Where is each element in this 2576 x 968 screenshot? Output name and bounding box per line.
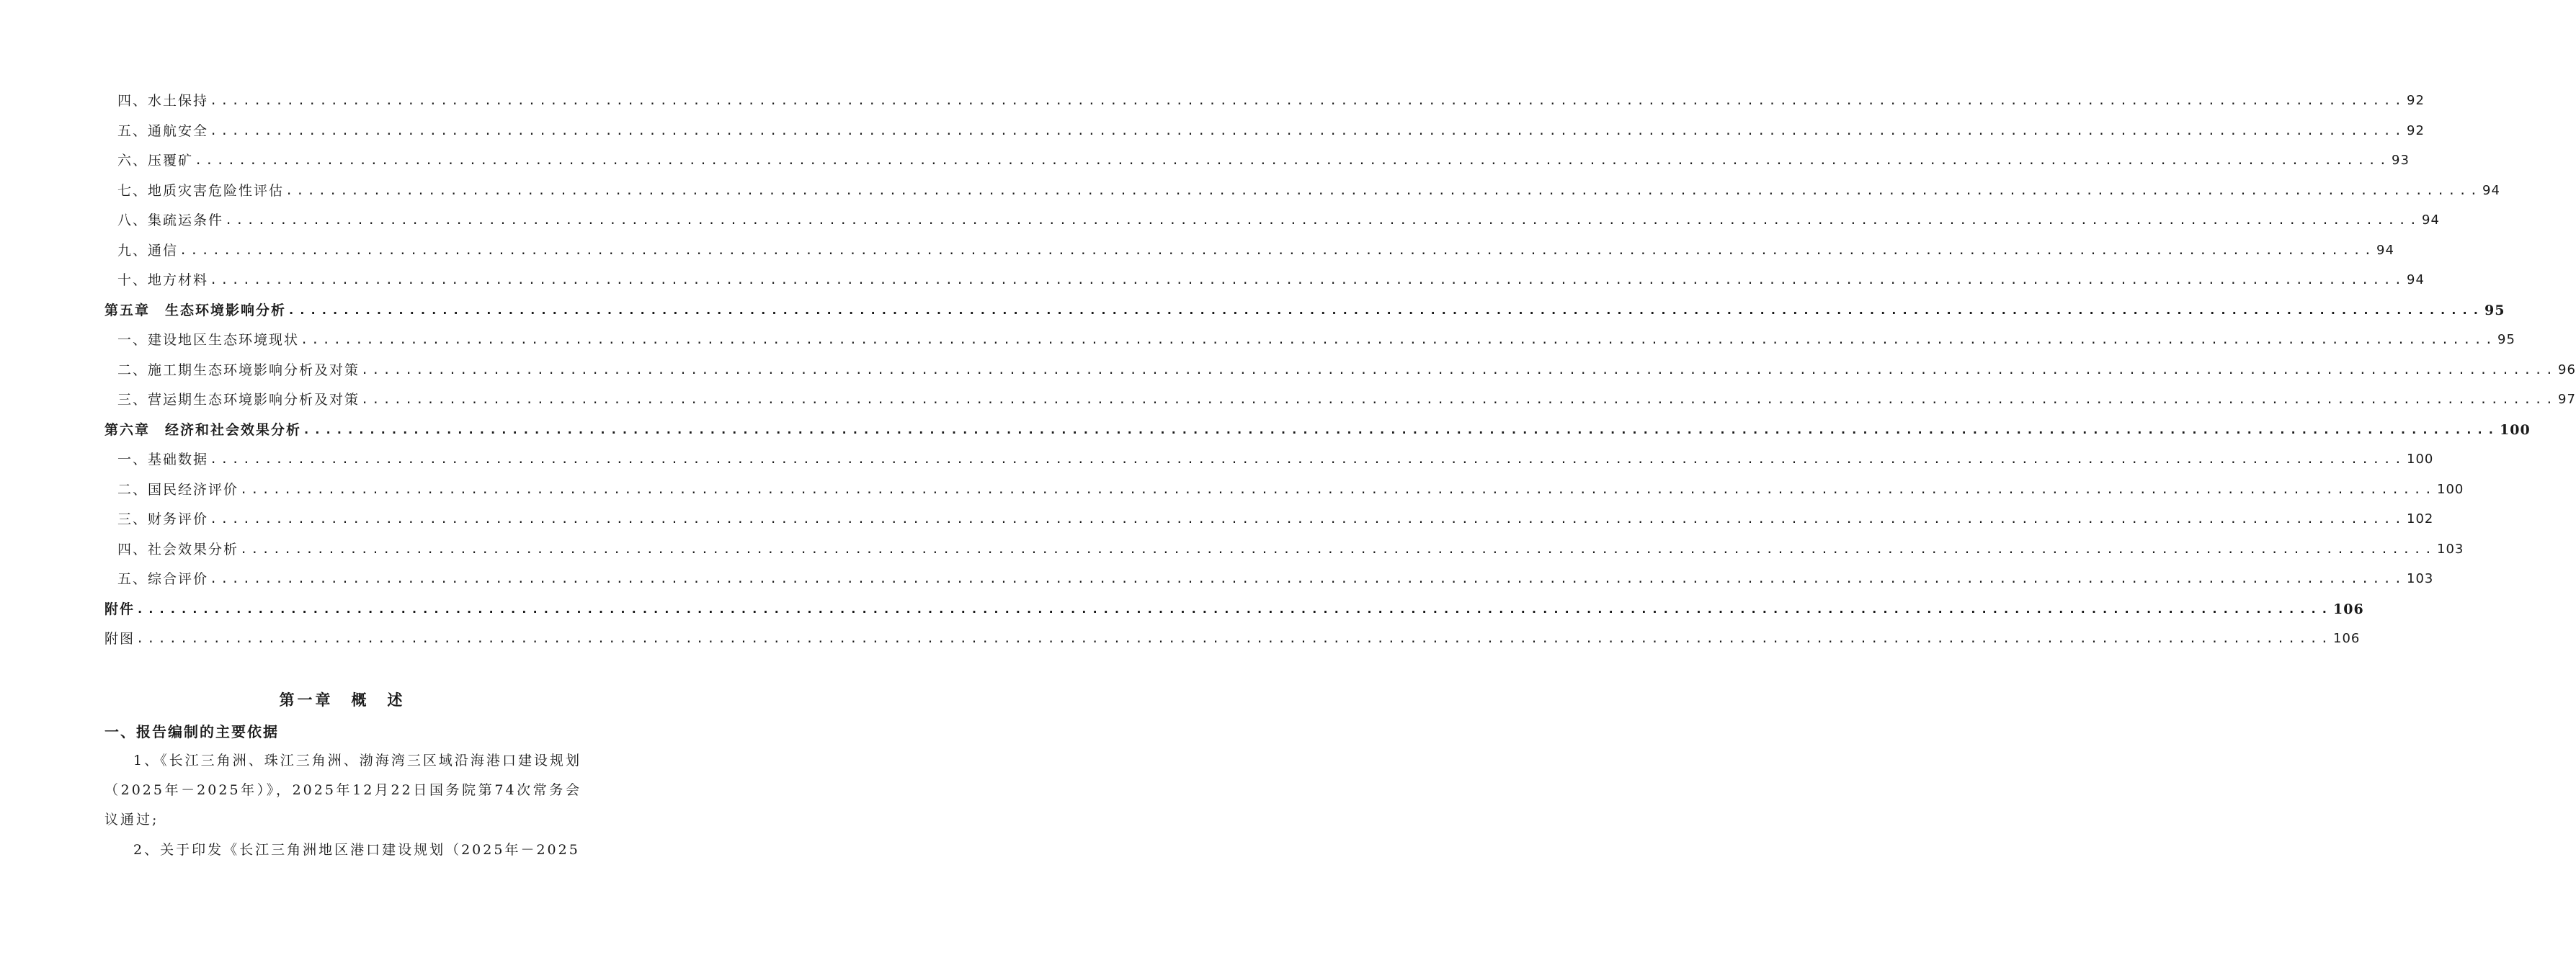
toc-leader-dots: ........................................................................................................................................................................................................ [195, 153, 2390, 168]
toc-leader-dots: ........................................................................................................................................................................................................ [136, 632, 2332, 646]
toc-entry-title: 第五章 生态环境影响分析 [104, 302, 287, 318]
toc-entry-page: 96 [2558, 362, 2576, 377]
toc-leader-dots: ........................................................................................................................................................................................................ [361, 393, 2557, 407]
toc-entry[interactable] [117, 566, 2434, 588]
toc-entry-title: 一、建设地区生态环境现状 [117, 332, 300, 348]
paragraph [104, 746, 581, 835]
toc-entry-title: 九、通信 [117, 242, 179, 259]
toc-entry-page: 97 [2558, 392, 2576, 407]
toc-entry-title: 附图 [104, 631, 135, 647]
toc-entry[interactable] [117, 506, 2434, 528]
toc-entry-title: 三、财务评价 [117, 511, 209, 527]
toc-entry-page: 95 [2484, 302, 2505, 318]
toc-entry[interactable] [117, 477, 2464, 498]
paragraph-text: 2、关于印发《长江三角洲地区港口建设规划（2025年－2025 [133, 842, 580, 858]
chapter-title: 第一章 概 述 [279, 691, 406, 709]
toc-entry-title: 三、营运期生态环境影响分析及对策 [117, 392, 360, 408]
toc-entry-page: 95 [2497, 332, 2515, 347]
toc-entry-title: 六、压覆矿 [117, 153, 194, 169]
toc-entry[interactable] [104, 596, 2364, 618]
toc-entry[interactable] [117, 387, 2576, 408]
toc-entry-page: 100 [2437, 481, 2464, 497]
toc-entry[interactable] [117, 327, 2515, 349]
toc-leader-dots: ........................................................................................................................................................................................................ [210, 94, 2405, 108]
paragraph [104, 835, 581, 865]
toc-entry[interactable] [117, 178, 2500, 200]
toc-entry[interactable] [117, 88, 2425, 109]
toc-leader-dots: ........................................................................................................................................................................................................ [225, 213, 2420, 228]
toc-entry[interactable] [104, 297, 2505, 319]
toc-leader-dots: ........................................................................................................................................................................................................ [210, 123, 2405, 138]
toc-entry[interactable] [117, 118, 2425, 140]
toc-entry-page: 94 [2482, 182, 2500, 198]
toc-leader-dots: ........................................................................................................................................................................................................ [210, 572, 2405, 586]
toc-leader-dots: ........................................................................................................................................................................................................ [361, 362, 2557, 377]
toc-entry-page: 94 [2376, 242, 2394, 258]
toc-entry-page: 100 [2407, 452, 2434, 467]
toc-leader-dots: ........................................................................................................................................................................................................ [240, 542, 2435, 557]
section-heading: 一、报告编制的主要依据 [104, 723, 279, 740]
toc-leader-dots: ........................................................................................................................................................................................................ [285, 183, 2481, 198]
toc-entry-title: 一、基础数据 [117, 452, 209, 467]
toc-entry-title: 附件 [104, 601, 135, 617]
toc-entry-title: 四、水土保持 [117, 93, 209, 109]
toc-entry-page: 94 [2422, 212, 2440, 228]
toc-entry-title: 二、国民经济评价 [117, 481, 239, 498]
toc-entry[interactable] [117, 148, 2410, 169]
toc-entry[interactable] [117, 447, 2434, 468]
paragraph-text: 1、《长江三角洲、珠江三角洲、渤海湾三区域沿海港口建设规划（2025年－2025年）》，2025年12月22日国务院第74次常务会议通过; [104, 753, 581, 828]
toc-leader-dots: ........................................................................................................................................................................................................ [240, 482, 2435, 497]
toc-entry-title: 五、综合评价 [117, 571, 209, 587]
toc-entry[interactable] [117, 207, 2440, 229]
toc-leader-dots: ........................................................................................................................................................................................................ [136, 601, 2332, 617]
toc-leader-dots: ........................................................................................................................................................................................................ [210, 512, 2405, 526]
toc-entry-page: 93 [2392, 153, 2410, 168]
toc-entry-page: 103 [2437, 541, 2464, 557]
toc-entry[interactable] [117, 537, 2464, 558]
toc-entry-page: 92 [2407, 93, 2425, 108]
toc-entry-title: 八、集疏运条件 [117, 212, 224, 228]
toc-entry-title: 十、地方材料 [117, 272, 209, 288]
toc-entry-page: 106 [2333, 631, 2361, 646]
toc-leader-dots: ........................................................................................................................................................................................................ [210, 452, 2405, 467]
toc-entry-title: 二、施工期生态环境影响分析及对策 [117, 362, 360, 378]
toc-leader-dots: ........................................................................................................................................................................................................ [303, 422, 2498, 437]
toc-entry[interactable] [104, 626, 2361, 647]
toc-entry-page: 94 [2407, 272, 2425, 287]
toc-entry[interactable] [117, 357, 2576, 379]
toc-entry-title: 五、通航安全 [117, 122, 209, 139]
toc-leader-dots: ........................................................................................................................................................................................................ [300, 333, 2496, 347]
toc-entry[interactable] [117, 267, 2425, 289]
toc-entry-title: 七、地质灾害危险性评估 [117, 182, 285, 199]
toc-entry[interactable] [104, 417, 2531, 439]
toc-entry[interactable] [117, 238, 2394, 259]
toc-entry-page: 100 [2500, 421, 2531, 438]
toc-entry-title: 四、社会效果分析 [117, 541, 239, 557]
toc-entry-page: 106 [2333, 601, 2364, 617]
toc-leader-dots: ........................................................................................................................................................................................................ [179, 243, 2375, 258]
toc-leader-dots: ........................................................................................................................................................................................................ [210, 273, 2405, 287]
toc-leader-dots: ........................................................................................................................................................................................................ [288, 302, 2483, 318]
toc-entry-page: 92 [2407, 122, 2425, 138]
toc-entry-page: 103 [2407, 571, 2434, 586]
toc-entry-page: 102 [2407, 511, 2434, 526]
toc-entry-title: 第六章 经济和社会效果分析 [104, 421, 302, 438]
